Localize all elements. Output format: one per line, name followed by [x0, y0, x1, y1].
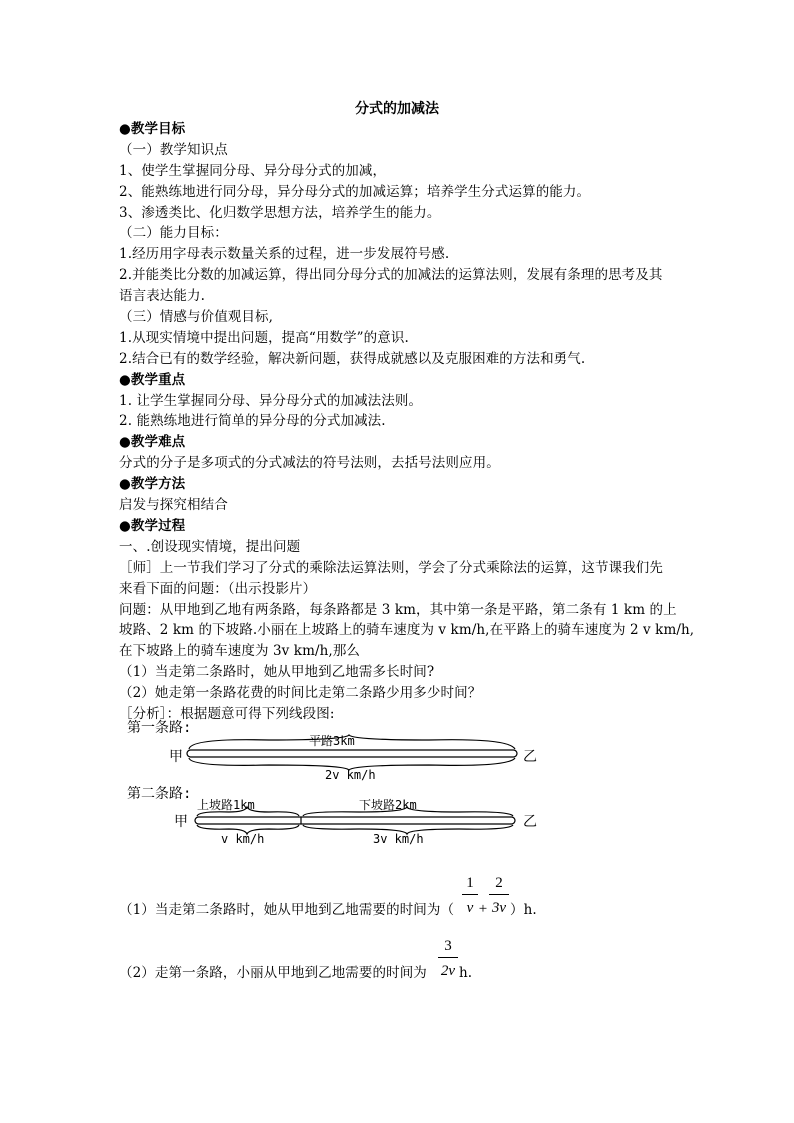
text-line: 1. 让学生掌握同分母、异分母分式的加减法法则。 — [119, 393, 423, 409]
route1-start: 甲 — [169, 749, 183, 765]
text-line: 1.从现实情境中提出问题，提高“用数学”的意识. — [119, 330, 409, 346]
fraction-bar — [438, 957, 458, 958]
route2-label: 第二条路: — [127, 786, 192, 802]
text-line: 坡路、2 km 的下坡路.小丽在上坡路上的骑车速度为 v km/h,在平路上的骑车速度为 2 v km/h, — [119, 622, 695, 638]
fraction-denominator: 2v — [440, 963, 456, 979]
text-line: ［分析］：根据题意可得下列线段图: — [119, 706, 335, 722]
fraction-1-over-v — [461, 874, 479, 917]
text-line: （1）当走第二条路时，她从甲地到乙地需多长时间? — [119, 664, 435, 680]
fraction-bar — [462, 894, 478, 895]
text-line: 来看下面的问题：（出示投影片） — [119, 581, 317, 597]
fraction-2-over-3v — [488, 874, 510, 917]
route1-end: 乙 — [523, 749, 537, 765]
uphill-bottom-brace — [197, 825, 299, 834]
text-line: 分式的分子是多项式的分式减法的符号法则，去括号法则应用。 — [119, 455, 500, 471]
text-line: （三）情感与价值观目标, — [119, 309, 273, 325]
answer-2-suffix: h. — [459, 965, 473, 981]
route-diagram — [119, 716, 559, 846]
text-line: 在下坡路上的骑车速度为 3v km/h,那么 — [119, 643, 361, 659]
text-line: 一、.创设现实情境，提出问题 — [119, 539, 301, 555]
text-line: （一）教学知识点 — [119, 142, 228, 158]
route1-label: 第一条路: — [127, 720, 192, 736]
answer-2-prefix: （2）走第一条路，小丽从甲地到乙地需要的时间为 — [119, 965, 427, 981]
flat-road-speed: 2v km/h — [325, 768, 376, 782]
heading-difficulties: ●教学难点 — [119, 434, 186, 450]
answer-1-prefix: （1）当走第二条路时，她从甲地到乙地需要的时间为（ — [119, 902, 455, 918]
downhill-speed: 3v km/h — [373, 832, 424, 846]
text-line: 2、能熟练地进行同分母，异分母分式的加减运算；培养学生分式运算的能力。 — [119, 184, 591, 200]
downhill-bottom-brace — [303, 825, 513, 834]
fraction-numerator: 2 — [495, 875, 503, 891]
uphill-label: 上坡路1km — [197, 798, 255, 812]
answer-1-suffix: ）h. — [510, 902, 537, 918]
text-line: 2.结合已有的数学经验，解决新问题，获得成就感以及克服困难的方法和勇气. — [119, 351, 586, 367]
heading-key-points: ●教学重点 — [119, 372, 186, 388]
route2-start: 甲 — [174, 814, 188, 830]
text-line: （2）她走第一条路花费的时间比走第二条路少用多少时间？ — [119, 685, 482, 701]
downhill-label: 下坡路2km — [359, 798, 417, 812]
uphill-speed: v km/h — [221, 832, 265, 846]
text-line: 启发与探究相结合 — [119, 497, 228, 513]
fraction-numerator: 3 — [444, 938, 452, 954]
text-line: 语言表达能力. — [119, 288, 205, 304]
text-line: 2. 能熟练地进行简单的异分母的分式加减法. — [119, 413, 386, 429]
route2-segment — [195, 817, 515, 824]
fraction-bar — [489, 894, 509, 895]
text-line: 3、渗透类比、化归数学思想方法，培养学生的能力。 — [119, 205, 441, 221]
fraction-numerator: 1 — [466, 875, 474, 891]
heading-process: ●教学过程 — [119, 518, 186, 534]
fraction-3-over-2v — [437, 937, 459, 980]
text-line: （二）能力目标： — [119, 225, 228, 241]
text-line: 1、使学生掌握同分母、异分母分式的加减， — [119, 163, 387, 179]
plus-sign: + — [478, 901, 488, 917]
text-line: 1.经历用字母表示数量关系的过程，进一步发展符号感. — [119, 246, 450, 262]
route1-bottom-brace — [189, 758, 515, 770]
heading-objectives: ●教学目标 — [119, 121, 186, 137]
flat-road-label: 平路3km — [309, 734, 355, 748]
heading-methods: ●教学方法 — [119, 476, 186, 492]
fraction-denominator: v — [466, 900, 474, 916]
route1-segment — [187, 750, 517, 757]
text-line: 2.并能类比分数的加减运算，得出同分母分式的加减法的运算法则，发展有条理的思考及其 — [119, 267, 663, 283]
page-title: 分式的加减法 — [355, 101, 439, 117]
text-line: 问题：从甲地到乙地有两条路，每条路都是 3 km，其中第一条是平路，第二条有 1 km 的上 — [119, 602, 677, 618]
text-line: ［师］上一节我们学习了分式的乘除法运算法则，学会了分式乘除法的运算，这节课我们先 — [119, 560, 663, 576]
route2-end: 乙 — [523, 814, 537, 830]
fraction-denominator: 3v — [491, 900, 507, 916]
